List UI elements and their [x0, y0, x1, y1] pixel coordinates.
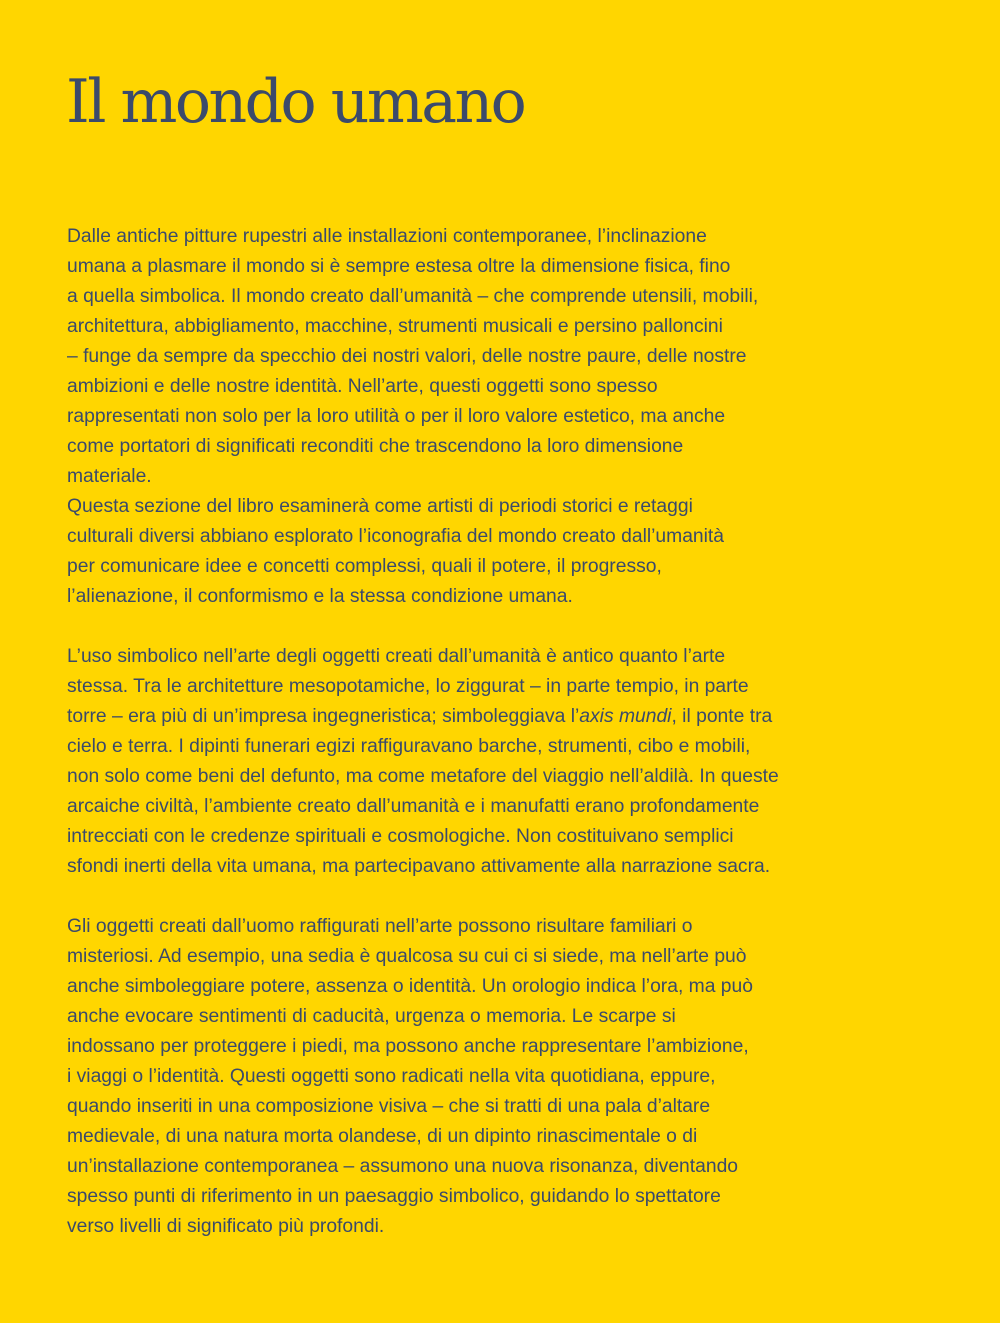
paragraph-intro: [67, 222, 947, 492]
italic-term: axis mundi: [579, 706, 672, 727]
paragraph-spacer: [67, 882, 947, 912]
text-line: misteriosi. Ad esempio, una sedia è qualcosa su cui ci si siede, ma nell’arte può: [67, 946, 747, 967]
text-line: arcaiche civiltà, l’ambiente creato dall’umanità e i manufatti erano profondamente: [67, 796, 760, 817]
text-line: medievale, di una natura morta olandese, di un dipinto rinascimentale o di: [67, 1126, 698, 1147]
text-line: sfondi inerti della vita umana, ma partecipavano attivamente alla narrazione sacra.: [67, 856, 771, 877]
text-line: spesso punti di riferimento in un paesaggio simbolico, guidando lo spettatore: [67, 1186, 721, 1207]
paragraph-spacer: [67, 612, 947, 642]
body-text: [67, 222, 947, 1242]
text-line: – funge da sempre da specchio dei nostri valori, delle nostre paure, delle nostre: [67, 346, 747, 367]
text-line: culturali diversi abbiano esplorato l’iconografia del mondo creato dall’umanità: [67, 526, 725, 547]
text-line-axis-mundi: [67, 702, 947, 732]
text-line: Dalle antiche pitture rupestri alle installazioni contemporanee, l’inclinazione: [67, 226, 707, 247]
text-line: ambizioni e delle nostre identità. Nell’arte, questi oggetti sono spesso: [67, 376, 658, 397]
paragraph-ancient-symbolism: [67, 642, 947, 882]
text-line: per comunicare idee e concetti complessi, quali il potere, il progresso,: [67, 556, 662, 577]
text-line: a quella simbolica. Il mondo creato dall’umanità – che comprende utensili, mobili,: [67, 286, 759, 307]
text-line: architettura, abbigliamento, macchine, strumenti musicali e persino palloncini: [67, 316, 723, 337]
text-segment: , il ponte tra: [671, 706, 773, 727]
text-line: Gli oggetti creati dall’uomo raffigurati nell’arte possono risultare familiari o: [67, 916, 693, 937]
page-title: Il mondo umano: [66, 67, 525, 137]
text-line: anche evocare sentimenti di caducità, urgenza o memoria. Le scarpe si: [67, 1006, 676, 1027]
text-line: l’alienazione, il conformismo e la stessa condizione umana.: [67, 586, 573, 607]
text-line: come portatori di significati reconditi che trascendono la loro dimensione: [67, 436, 684, 457]
text-line: anche simboleggiare potere, assenza o identità. Un orologio indica l’ora, ma può: [67, 976, 753, 997]
text-line: intrecciati con le credenze spirituali e cosmologiche. Non costituivano semplici: [67, 826, 734, 847]
text-line: quando inseriti in una composizione visiva – che si tratti di una pala d’altare: [67, 1096, 711, 1117]
text-segment: torre – era più di un’impresa ingegneristica; simboleggiava l’: [67, 706, 580, 727]
text-line: un’installazione contemporanea – assumono una nuova risonanza, diventando: [67, 1156, 739, 1177]
paragraph-everyday-objects: [67, 912, 947, 1242]
text-line: umana a plasmare il mondo si è sempre estesa oltre la dimensione fisica, fino: [67, 256, 731, 277]
text-line: cielo e terra. I dipinti funerari egizi raffiguravano barche, strumenti, cibo e mobili,: [67, 736, 751, 757]
text-line: rappresentati non solo per la loro utilità o per il loro valore estetico, ma anche: [67, 406, 726, 427]
text-line: Questa sezione del libro esaminerà come artisti di periodi storici e retaggi: [67, 496, 693, 517]
text-line: materiale.: [67, 466, 152, 487]
text-line: verso livelli di significato più profondi.: [67, 1216, 385, 1237]
text-line: L’uso simbolico nell’arte degli oggetti creati dall’umanità è antico quanto l’arte: [67, 646, 726, 667]
text-line: stessa. Tra le architetture mesopotamiche, lo ziggurat – in parte tempio, in parte: [67, 676, 749, 697]
text-line: non solo come beni del defunto, ma come metafore del viaggio nell’aldilà. In queste: [67, 766, 779, 787]
paragraph-section-purpose: [67, 492, 947, 612]
text-line: indossano per proteggere i piedi, ma possono anche rappresentare l’ambizione,: [67, 1036, 749, 1057]
text-line: i viaggi o l’identità. Questi oggetti sono radicati nella vita quotidiana, eppure,: [67, 1066, 716, 1087]
